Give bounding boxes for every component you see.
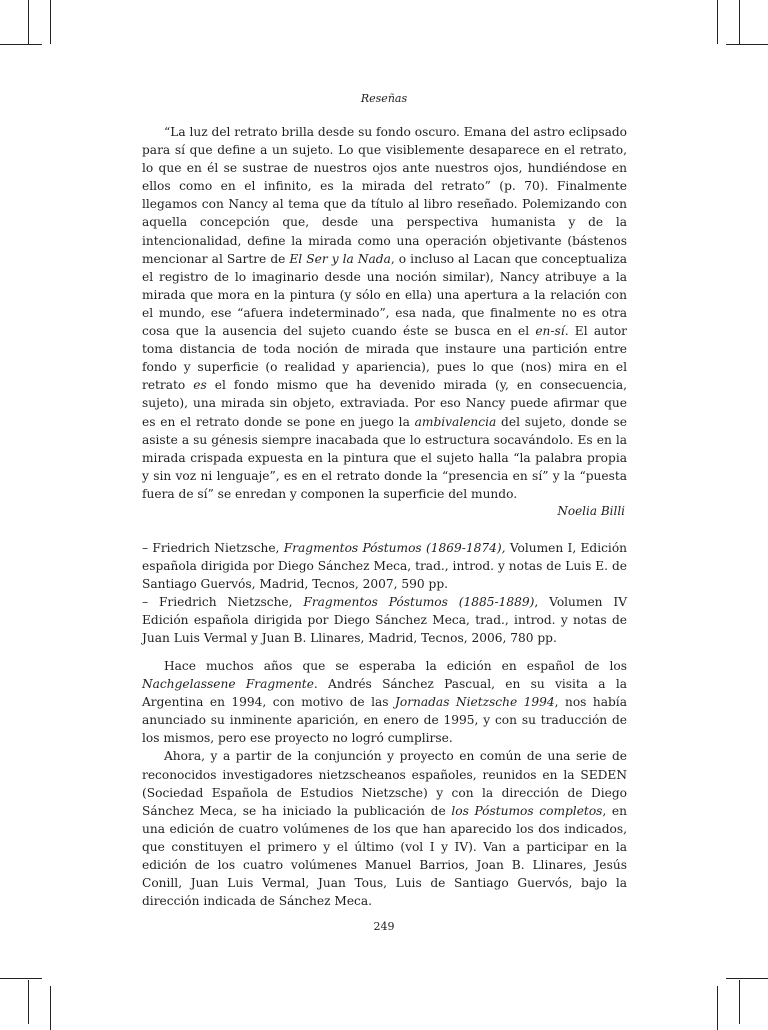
crop-mark bbox=[50, 986, 51, 1030]
body-paragraph bbox=[142, 657, 627, 747]
text-run: , Volumen IV Edición española dirigida por Diego Sánchez Meca, trad., introd. y notas de Juan Luis Vermal y Juan B. Llinares, Madrid, Tecnos, 2006, 780 pp. bbox=[142, 595, 627, 646]
crop-mark bbox=[0, 44, 42, 45]
text-run: . Andrés Sánchez Pascual, en su visita a la Argentina en 1994, con motivo de las bbox=[142, 677, 627, 710]
crop-mark bbox=[726, 44, 768, 45]
crop-mark bbox=[717, 0, 718, 44]
italic-text: Nachgelassene Fragmente bbox=[142, 677, 314, 692]
text-run: – Friedrich Nietzsche, bbox=[142, 541, 284, 555]
text-run: Hace muchos años que se esperaba la edición en español de los bbox=[164, 659, 627, 673]
crop-mark bbox=[28, 0, 29, 44]
italic-text: Fragmentos Póstumos (1885-1889) bbox=[303, 595, 535, 610]
italic-text: Jornadas Nietzsche 1994 bbox=[394, 695, 555, 710]
page-number: 249 bbox=[373, 920, 395, 933]
text-run: , nos había anunciado su inminente aparición, en enero de 1995, y con su traducción de los mismos, pero ese proyecto no logró cumplirse. bbox=[142, 695, 627, 746]
crop-mark bbox=[0, 978, 42, 979]
crop-mark bbox=[739, 980, 740, 1024]
text-run: . El autor toma distancia de toda noción de mirada que instaure una partición entre fondo y superficie (o realidad y apariencia), pues lo que (nos) mira en el retrato bbox=[142, 324, 628, 393]
running-header: Reseñas bbox=[360, 92, 408, 105]
review-paragraph bbox=[142, 123, 627, 503]
text-run: – Friedrich Nietzsche, bbox=[142, 595, 304, 610]
italic-text: ambivalencia bbox=[414, 414, 497, 429]
italic-text: los Póstumos completos bbox=[451, 803, 603, 818]
text-run: el fondo mismo que ha devenido mirada (y, en consecuencia, sujeto), una mirada sin objeto, extraviada. Por eso Nancy puede afirmar que es en el retrato donde se pone en juego la bbox=[142, 378, 628, 429]
text-run: Volumen I, Edición española dirigida por Diego Sánchez Meca, trad., introd. y notas de Luis E. de Santiago Guervós, Madrid, Tecnos, 2007, 590 pp. bbox=[142, 541, 628, 592]
references-block bbox=[142, 539, 627, 648]
body-paragraph bbox=[142, 747, 627, 910]
text-run: , o incluso al Lacan que conceptualiza el registro de lo imaginario desde una noción similar), Nancy atribuye a la mirada que mora en la pintura (y sólo en ella) una apertura a la relación con el mundo, ese “afuera indeterminado”, esa nada, que finalmente no es otra cosa que la ausencia del sujeto cuando éste se busca en el bbox=[142, 251, 627, 339]
crop-mark bbox=[739, 0, 740, 44]
reference-entry bbox=[142, 539, 627, 593]
text-run: , en una edición de cuatro volúmenes de los que han aparecido los dos indicados, que constituyen el primero y el último (vol I y IV). Van a participar en la edición de los cuatro volúmenes Manuel Barrios, Joan B. Llinares, Jesús Conill, Juan Luis Vermal, Juan Tous, Luis de Santiago Guervós, bajo la dirección indicada de Sánchez Meca. bbox=[142, 803, 627, 909]
italic-text: en-sí bbox=[535, 324, 565, 339]
review-text bbox=[142, 123, 627, 503]
italic-text: es bbox=[193, 378, 207, 393]
crop-mark bbox=[50, 0, 51, 44]
review-body bbox=[142, 657, 627, 910]
italic-text: Fragmentos Póstumos (1869-1874), bbox=[283, 541, 506, 555]
crop-mark bbox=[28, 980, 29, 1024]
text-run: Ahora, y a partir de la conjunción y proyecto en común de una serie de reconocidos investigadores nietzscheanos españoles, reunidos en la SEDEN (Sociedad Española de Estudios Nietzsche) y con la dirección de Diego Sánchez Meca, se ha iniciado la publicación de bbox=[142, 749, 627, 818]
crop-mark bbox=[717, 986, 718, 1030]
crop-mark bbox=[726, 978, 768, 979]
review-signature: Noelia Billi bbox=[557, 504, 625, 518]
italic-text: El Ser y la Nada bbox=[289, 251, 391, 266]
text-run: del sujeto, donde se asiste a su génesis siempre inacabada que lo estructura socavándolo. Es en la mirada crispada expuesta en la pintura que el sujeto halla “la palabra propia y sin voz ni lenguaje”, es en el retrato donde la “presencia en sí” y la “puesta fuera de sí” se enredan y componen la superficie del mundo. bbox=[142, 414, 627, 501]
text-run: “La luz del retrato brilla desde su fondo oscuro. Emana del astro eclipsado para sí que define a un sujeto. Lo que visiblemente desaparece en el retrato, lo que en él se sustrae de nuestros ojos ante nuestros ojos, hundiéndose en ellos como en el infinito, es la mirada del retrato” (p. 70). Finalmente llegamos con Nancy al tema que da título al libro reseñado. Polemizando con aquella concepción que, desde una perspectiva humanista y de la intencionalidad, define la mirada como una operación objetivante (bástenos mencionar al Sartre de bbox=[142, 125, 627, 266]
reference-entry bbox=[142, 593, 627, 647]
